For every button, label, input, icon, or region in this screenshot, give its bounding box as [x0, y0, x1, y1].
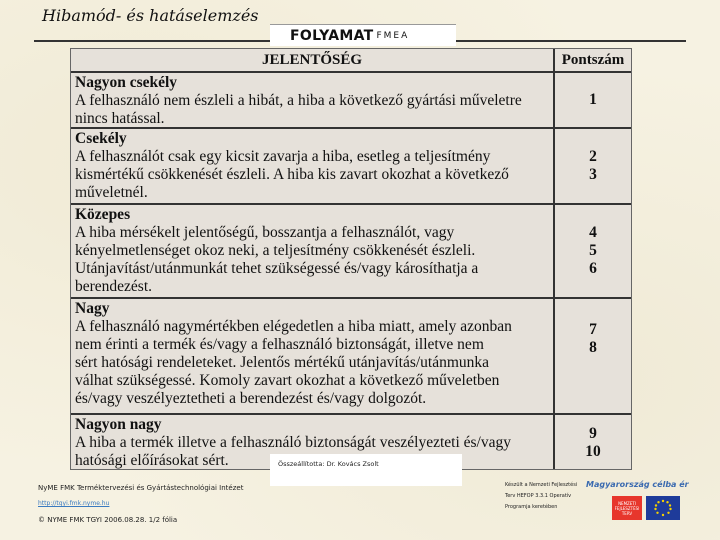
row-line: sért hatósági rendeleteket. Jelentős mértékű utánjavítás/utánmunka — [75, 354, 490, 371]
row-score — [555, 205, 631, 297]
row-line: A felhasználót csak egy kicsit zavarja a hiba, esetleg a teljesítmény — [75, 148, 491, 165]
row-line: Utánjavítást/utánmunkát tehet szükségessé és/vagy károsíthatja a — [75, 260, 479, 277]
row-score — [555, 415, 631, 470]
row-line: nincs hatással. — [75, 110, 165, 127]
hungary-banner-logo: Magyarország célba ér — [586, 480, 689, 489]
table-row — [71, 299, 631, 415]
row-name: Közepes — [75, 206, 131, 223]
row-score — [555, 73, 631, 127]
score-value: 8 — [589, 339, 597, 356]
column-header-score: Pontszám — [555, 49, 631, 73]
footer-left — [38, 480, 243, 528]
score-value: 4 — [589, 224, 597, 241]
author-credit: Összeállította: Dr. Kovács Zsolt — [270, 454, 462, 486]
row-score — [555, 299, 631, 413]
footer-funding-note: Készült a Nemzeti Fejlesztési Terv HEFOP 3.3.1 Operatív Programja keretében — [505, 482, 578, 510]
section-tab — [270, 24, 456, 46]
nfu-logo-text: NEMZETI FEJLESZTÉSI TERV — [614, 500, 640, 516]
score-value: 2 — [589, 148, 597, 165]
row-line: berendezést. — [75, 278, 153, 295]
footer-link[interactable]: http://tgyi.fmk.nyme.hu — [38, 500, 110, 507]
row-line: A hiba a termék illetve a felhasználó biztonságát veszélyezteti és/vagy — [75, 434, 511, 451]
nfu-logo — [612, 496, 642, 520]
section-tab-suffix: FMEA — [376, 30, 410, 41]
table-row — [71, 73, 631, 129]
score-value: 6 — [589, 260, 597, 277]
row-name: Nagyon csekély — [75, 74, 178, 91]
score-value: 5 — [589, 242, 597, 259]
row-line: A hiba mérsékelt jelentőségű, bosszantja a felhasználót, vagy — [75, 224, 455, 241]
row-description — [71, 299, 555, 413]
row-line: kismértékű csökkenését észleli. A hiba kis zavart okozhat a következő — [75, 166, 509, 183]
row-line: A felhasználó nem észleli a hibát, a hiba a következő gyártási műveletre — [75, 92, 522, 109]
score-value: 1 — [589, 91, 597, 108]
row-line: és/vagy veszélyeztetheti a berendezést és/vagy dolgozót. — [75, 390, 427, 407]
slide-title: Hibamód- és hatáselemzés — [42, 6, 259, 25]
section-tab-title: FOLYAMAT — [290, 27, 374, 44]
row-name: Nagyon nagy — [75, 416, 162, 433]
row-line: válhat szükségessé. Komoly zavart okozhat a következő műveletben — [75, 372, 500, 389]
table-row — [71, 129, 631, 205]
row-line: A felhasználó nagymértékben elégedetlen a hiba miatt, amely azonban — [75, 318, 512, 335]
footer-institute: NyME FMK Terméktervezési és Gyártástechnológiai Intézet — [38, 484, 244, 492]
row-line: hatósági előírásokat sért. — [75, 452, 229, 469]
column-header-severity: JELENTŐSÉG — [71, 49, 555, 73]
table-row — [71, 205, 631, 299]
row-description — [71, 129, 555, 203]
row-description — [71, 73, 555, 127]
eu-flag-icon — [646, 496, 680, 520]
row-score — [555, 129, 631, 203]
eu-stars-icon — [646, 496, 680, 520]
score-value: 7 — [589, 321, 597, 338]
row-line: műveletnél. — [75, 184, 148, 201]
severity-table — [70, 48, 632, 470]
footer-copyright: © NYME FMK TGYI 2006.08.28. 1/2 fólia — [38, 516, 178, 524]
row-line: kényelmetlenséget okoz neki, a teljesítmény csökkenését észleli. — [75, 242, 476, 259]
row-name: Csekély — [75, 130, 127, 147]
score-value: 3 — [589, 166, 597, 183]
row-line: nem érinti a termék és/vagy a felhasználó biztonságát, illetve nem — [75, 336, 484, 353]
score-value: 9 — [589, 425, 597, 442]
row-description — [71, 205, 555, 297]
row-name: Nagy — [75, 300, 110, 317]
score-value: 10 — [585, 443, 601, 460]
